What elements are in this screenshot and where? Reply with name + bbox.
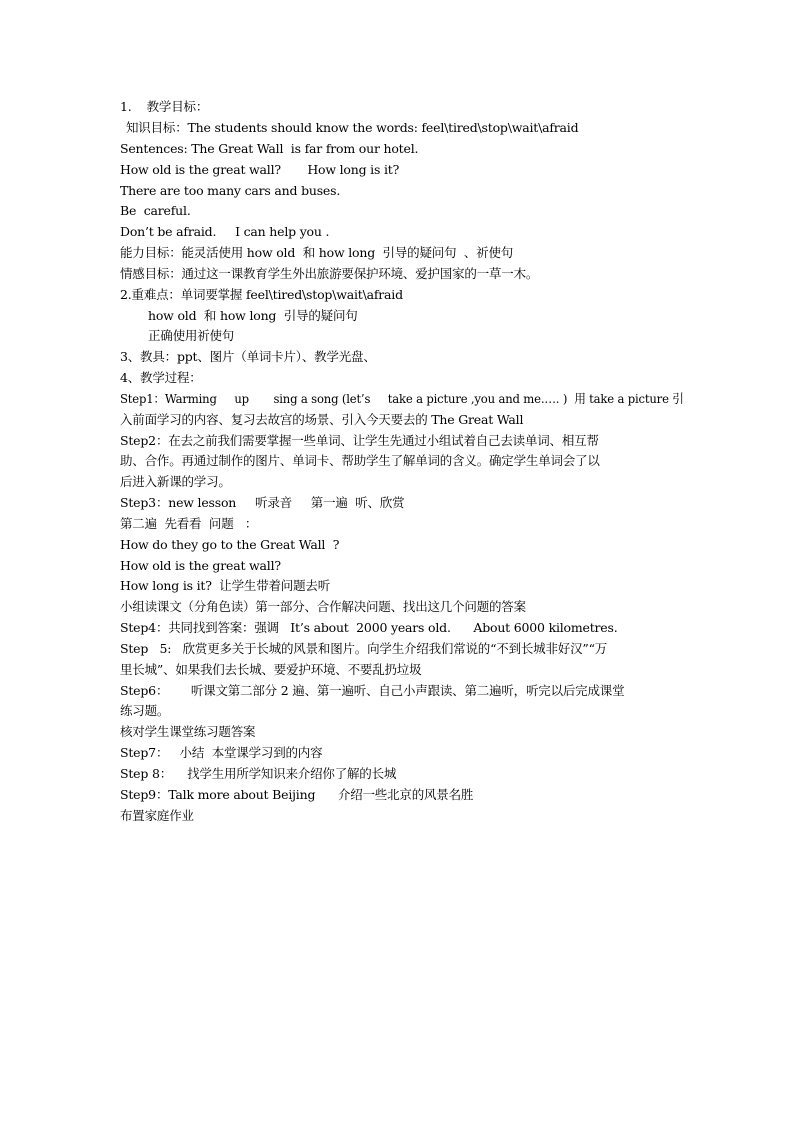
- knowledge-objective-line: 知识目标：The students should know the words: feel\tired\stop\wait\afraid: [126, 120, 579, 135]
- text-line: 正确使用祈使句: [148, 328, 235, 343]
- text-line: How old is the great wall? How long is it?: [120, 162, 400, 177]
- step7-line: Step7： 小结 本堂课学习到的内容: [120, 745, 323, 760]
- section-heading-teaching-objectives: 1. 教学目标：: [120, 99, 209, 114]
- text-line: How old is the great wall?: [120, 558, 281, 573]
- text-line: There are too many cars and buses.: [120, 183, 341, 198]
- step5-line: Step 5: 欣赏更多关于长城的风景和图片。向学生介绍我们常说的“不到长城非好汉”“万: [120, 641, 608, 656]
- step1-line: Step1：Warming up sing a song (let’s take a picture ,you and me.…. ) 用 take a picture 引: [120, 391, 684, 406]
- emotion-objective-line: 情感目标：通过这一课教育学生外出旅游要保护环境、爱护国家的一草一木。: [120, 266, 539, 281]
- step6-line: Step6： 听课文第二部分 2 遍、第一遍听、自己小声跟读、第二遍听，听完以后完成课堂: [120, 683, 625, 698]
- step8-line: Step 8： 找学生用所学知识来介绍你了解的长城: [120, 766, 397, 781]
- ability-objective-line: 能力目标：能灵活使用 how old 和 how long 引导的疑问句 、祈使句: [120, 245, 514, 260]
- text-line: 核对学生课堂练习题答案: [120, 724, 256, 739]
- step2-line: Step2：在去之前我们需要掌握一些单词、让学生先通过小组试着自己去读单词、相互帮: [120, 433, 599, 448]
- text-line: 小组读课文（分角色读）第一部分、合作解决问题、找出这几个问题的答案: [120, 599, 526, 614]
- text-line: How do they go to the Great Wall ?: [120, 537, 340, 552]
- text-line: 助、合作。再通过制作的图片、单词卡、帮助学生了解单词的含义。确定学生单词会了以: [120, 453, 600, 468]
- text-line: 后进入新课的学习。: [120, 474, 231, 489]
- step3-line: Step3：new lesson 听录音 第一遍 听、欣赏: [120, 495, 405, 510]
- text-line: 练习题。: [120, 703, 170, 718]
- text-line: Don’t be afraid. I can help you .: [120, 224, 330, 239]
- text-line: How long is it? 让学生带着问题去听: [120, 578, 331, 593]
- text-line: how old 和 how long 引导的疑问句: [148, 308, 358, 323]
- text-line: 入前面学习的内容、复习去故宫的场景、引入今天要去的 The Great Wall: [120, 412, 524, 427]
- text-line: Be careful.: [120, 203, 191, 218]
- text-line: 第二遍 先看看 问题 ：: [120, 516, 258, 531]
- step4-line: Step4：共同找到答案：强调 It’s about 2000 years old. About 6000 kilometres.: [120, 620, 618, 635]
- teaching-aids-line: 3、教具：ppt、图片（单词卡片）、教学光盘、: [120, 349, 376, 364]
- text-line: Sentences: The Great Wall is far from our hotel.: [120, 141, 419, 156]
- key-points-line: 2.重难点：单词要掌握 feel\tired\stop\wait\afraid: [120, 287, 403, 302]
- teaching-process-heading: 4、教学过程：: [120, 370, 202, 385]
- homework-line: 布置家庭作业: [120, 808, 194, 823]
- step9-line: Step9：Talk more about Beijing 介绍一些北京的风景名胜: [120, 787, 474, 802]
- text-line: 里长城”、如果我们去长城、要爱护环境、不要乱扔垃圾: [120, 662, 422, 677]
